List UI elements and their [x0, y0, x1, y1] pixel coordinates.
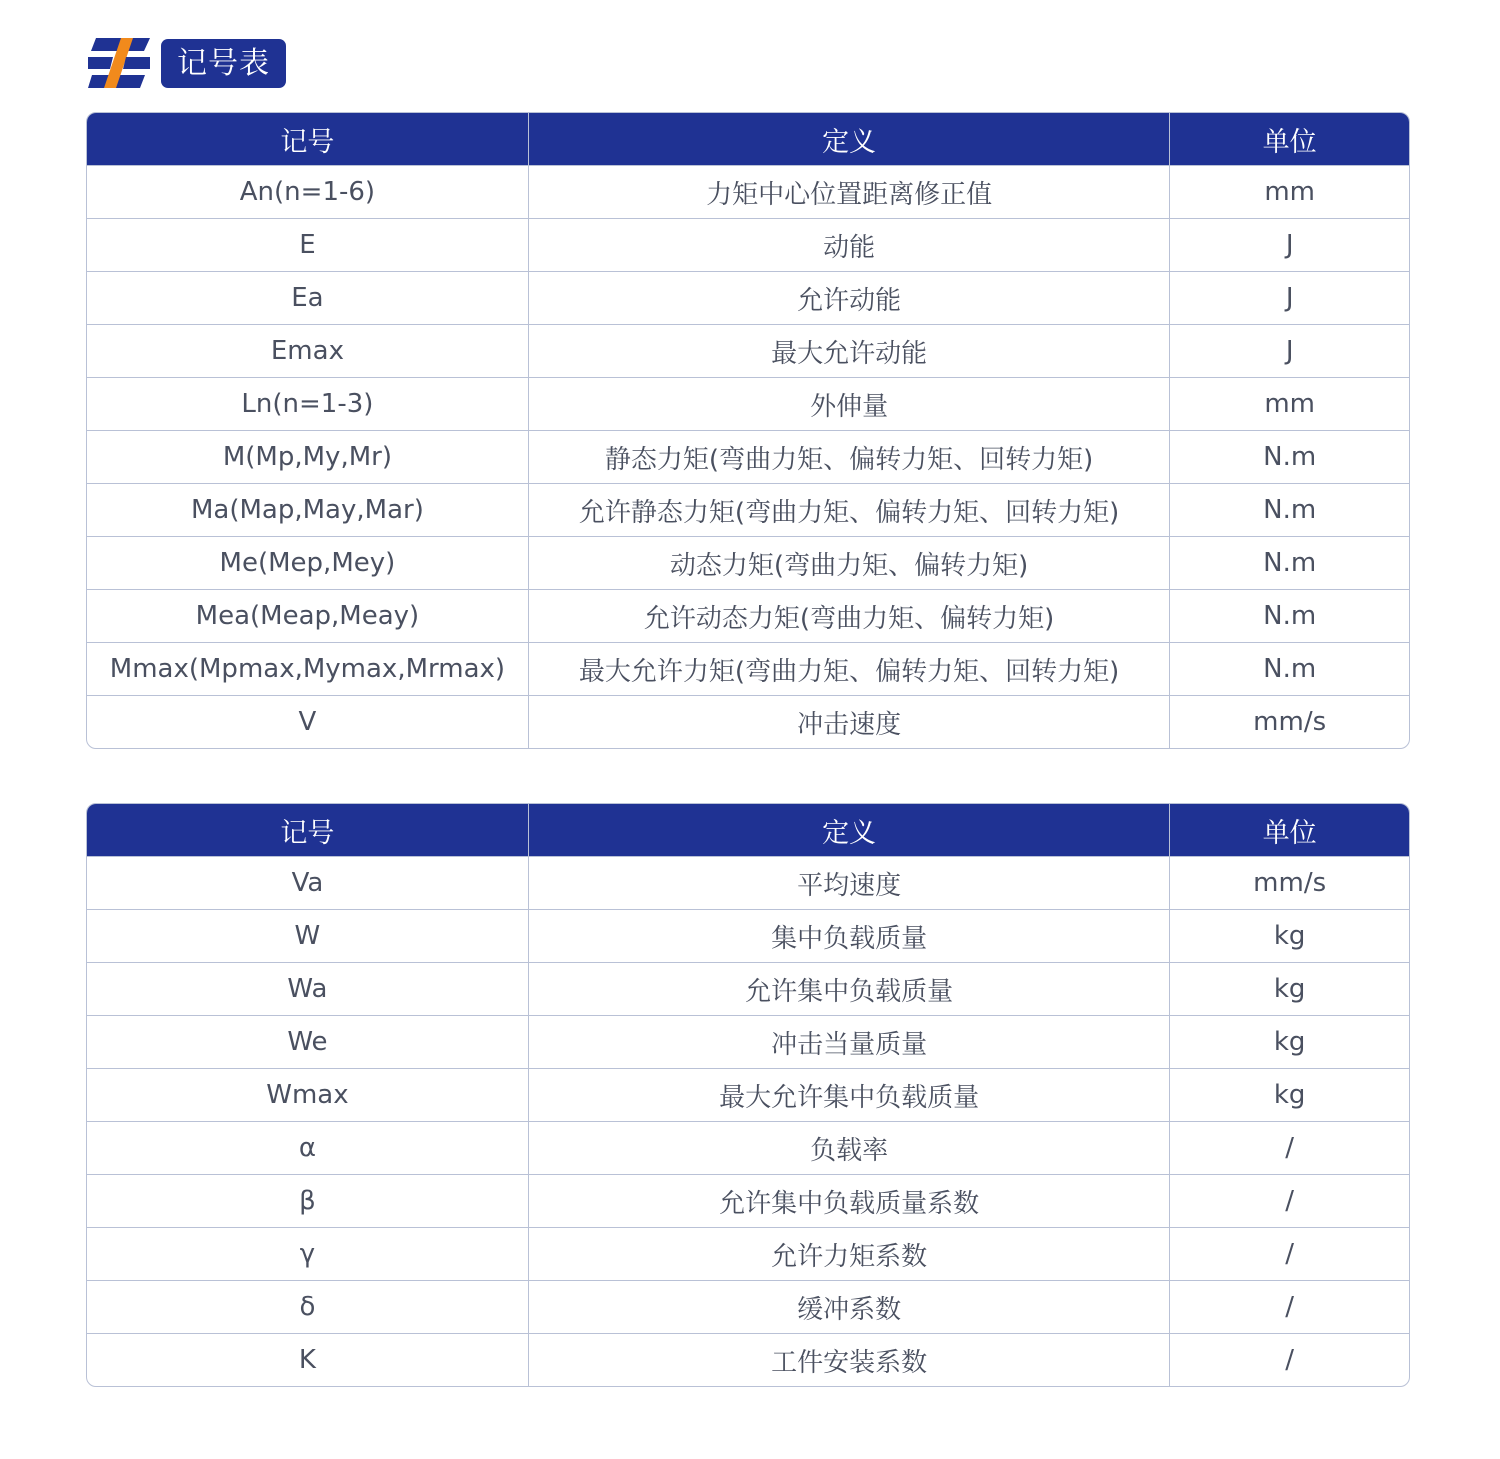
cell-unit: mm/s [1253, 707, 1327, 737]
cell-unit: mm/s [1170, 857, 1409, 910]
cell-unit: N.m [1170, 590, 1409, 643]
column-header-definition: 定义 [528, 113, 1169, 166]
cell-symbol: M(Mp,My,Mr) [87, 431, 528, 484]
table-row [87, 166, 1409, 219]
table-row [87, 590, 1409, 643]
cell-symbol: Emax [87, 325, 528, 378]
cell-definition: 平均速度 [528, 857, 1169, 910]
cell-symbol: Wmax [87, 1069, 528, 1122]
cell-definition: 允许力矩系数 [528, 1228, 1169, 1281]
cell-symbol: Ln(n=1-3) [87, 378, 528, 431]
cell-unit: mm [1170, 166, 1409, 219]
table-row [87, 325, 1409, 378]
cell-definition: 最大允许集中负载质量 [528, 1069, 1169, 1122]
cell-unit: kg [1170, 910, 1409, 963]
cell-definition: 允许集中负载质量系数 [528, 1175, 1169, 1228]
cell-symbol: E [87, 219, 528, 272]
cell-unit: N.m [1170, 537, 1409, 590]
cell-definition: 集中负载质量 [528, 910, 1169, 963]
column-header-definition: 定义 [528, 804, 1169, 857]
column-header-unit: 单位 [1170, 113, 1409, 166]
cell-unit: N.m [1170, 643, 1409, 696]
table-row [87, 272, 1409, 325]
cell-definition: 负载率 [528, 1122, 1169, 1175]
cell-definition: 最大允许动能 [528, 325, 1169, 378]
cell-symbol: α [87, 1122, 528, 1175]
cell-unit: / [1170, 1228, 1409, 1281]
cell-symbol: β [87, 1175, 528, 1228]
table-row [87, 910, 1409, 963]
table-row [87, 484, 1409, 537]
cell-unit: kg [1170, 963, 1409, 1016]
cell-unit: N.m [1170, 431, 1409, 484]
table-row [87, 963, 1409, 1016]
cell-unit: mm [1170, 378, 1409, 431]
cell-symbol: δ [87, 1281, 528, 1334]
cell-definition: 动能 [528, 219, 1169, 272]
cell-definition: 允许动能 [528, 272, 1169, 325]
column-header-symbol: 记号 [87, 804, 528, 857]
cell-unit: J [1170, 325, 1409, 378]
cell-unit: / [1170, 1175, 1409, 1228]
column-header-symbol: 记号 [87, 113, 528, 166]
cell-definition: 最大允许力矩(弯曲力矩、偏转力矩、回转力矩) [528, 643, 1169, 696]
table-row [87, 857, 1409, 910]
cell-symbol: Wa [87, 963, 528, 1016]
cell-definition: 外伸量 [528, 378, 1169, 431]
cell-symbol: Mmax(Mpmax,Mymax,Mrmax) [87, 643, 528, 696]
table-row [87, 1281, 1409, 1334]
cell-definition: 允许集中负载质量 [528, 963, 1169, 1016]
table-row [87, 431, 1409, 484]
cell-symbol: V [87, 696, 528, 749]
table-row [87, 1334, 1409, 1387]
table-header-row [87, 113, 1409, 166]
cell-symbol: An(n=1-6) [87, 166, 528, 219]
symbol-table-2 [86, 803, 1410, 1387]
cell-definition: 冲击当量质量 [528, 1016, 1169, 1069]
table-row [87, 1016, 1409, 1069]
cell-symbol: K [87, 1334, 528, 1387]
table-row [87, 1069, 1409, 1122]
page-title: 记号表 [161, 39, 286, 88]
brand-logo-icon [88, 38, 150, 88]
table-row [87, 696, 1409, 749]
cell-definition: 缓冲系数 [528, 1281, 1169, 1334]
cell-definition: 允许静态力矩(弯曲力矩、偏转力矩、回转力矩) [528, 484, 1169, 537]
cell-symbol: Va [87, 857, 528, 910]
cell-unit: N.m [1170, 484, 1409, 537]
cell-definition: 工件安装系数 [528, 1334, 1169, 1387]
cell-symbol: Ea [87, 272, 528, 325]
cell-definition: 允许动态力矩(弯曲力矩、偏转力矩) [528, 590, 1169, 643]
table-header-row [87, 804, 1409, 857]
cell-symbol: Mea(Meap,Meay) [87, 590, 528, 643]
page-header [88, 38, 286, 88]
cell-unit: J [1170, 219, 1409, 272]
column-header-unit: 单位 [1170, 804, 1409, 857]
cell-unit: kg [1170, 1069, 1409, 1122]
cell-definition: 静态力矩(弯曲力矩、偏转力矩、回转力矩) [528, 431, 1169, 484]
table-row [87, 1122, 1409, 1175]
table-row [87, 378, 1409, 431]
cell-definition: 动态力矩(弯曲力矩、偏转力矩) [528, 537, 1169, 590]
table-row [87, 219, 1409, 272]
cell-definition: 冲击速度 [528, 696, 1169, 749]
cell-symbol: Me(Mep,Mey) [87, 537, 528, 590]
symbol-table-1 [86, 112, 1410, 749]
cell-symbol: Ma(Map,May,Mar) [87, 484, 528, 537]
cell-symbol: γ [87, 1228, 528, 1281]
cell-symbol: We [87, 1016, 528, 1069]
cell-unit: / [1170, 1122, 1409, 1175]
cell-symbol: W [87, 910, 528, 963]
table-row [87, 1228, 1409, 1281]
cell-unit: / [1285, 1345, 1295, 1375]
cell-unit: J [1170, 272, 1409, 325]
table-row [87, 643, 1409, 696]
cell-unit: kg [1170, 1016, 1409, 1069]
table-row [87, 1175, 1409, 1228]
cell-unit: / [1170, 1281, 1409, 1334]
table-row [87, 537, 1409, 590]
cell-definition: 力矩中心位置距离修正值 [528, 166, 1169, 219]
